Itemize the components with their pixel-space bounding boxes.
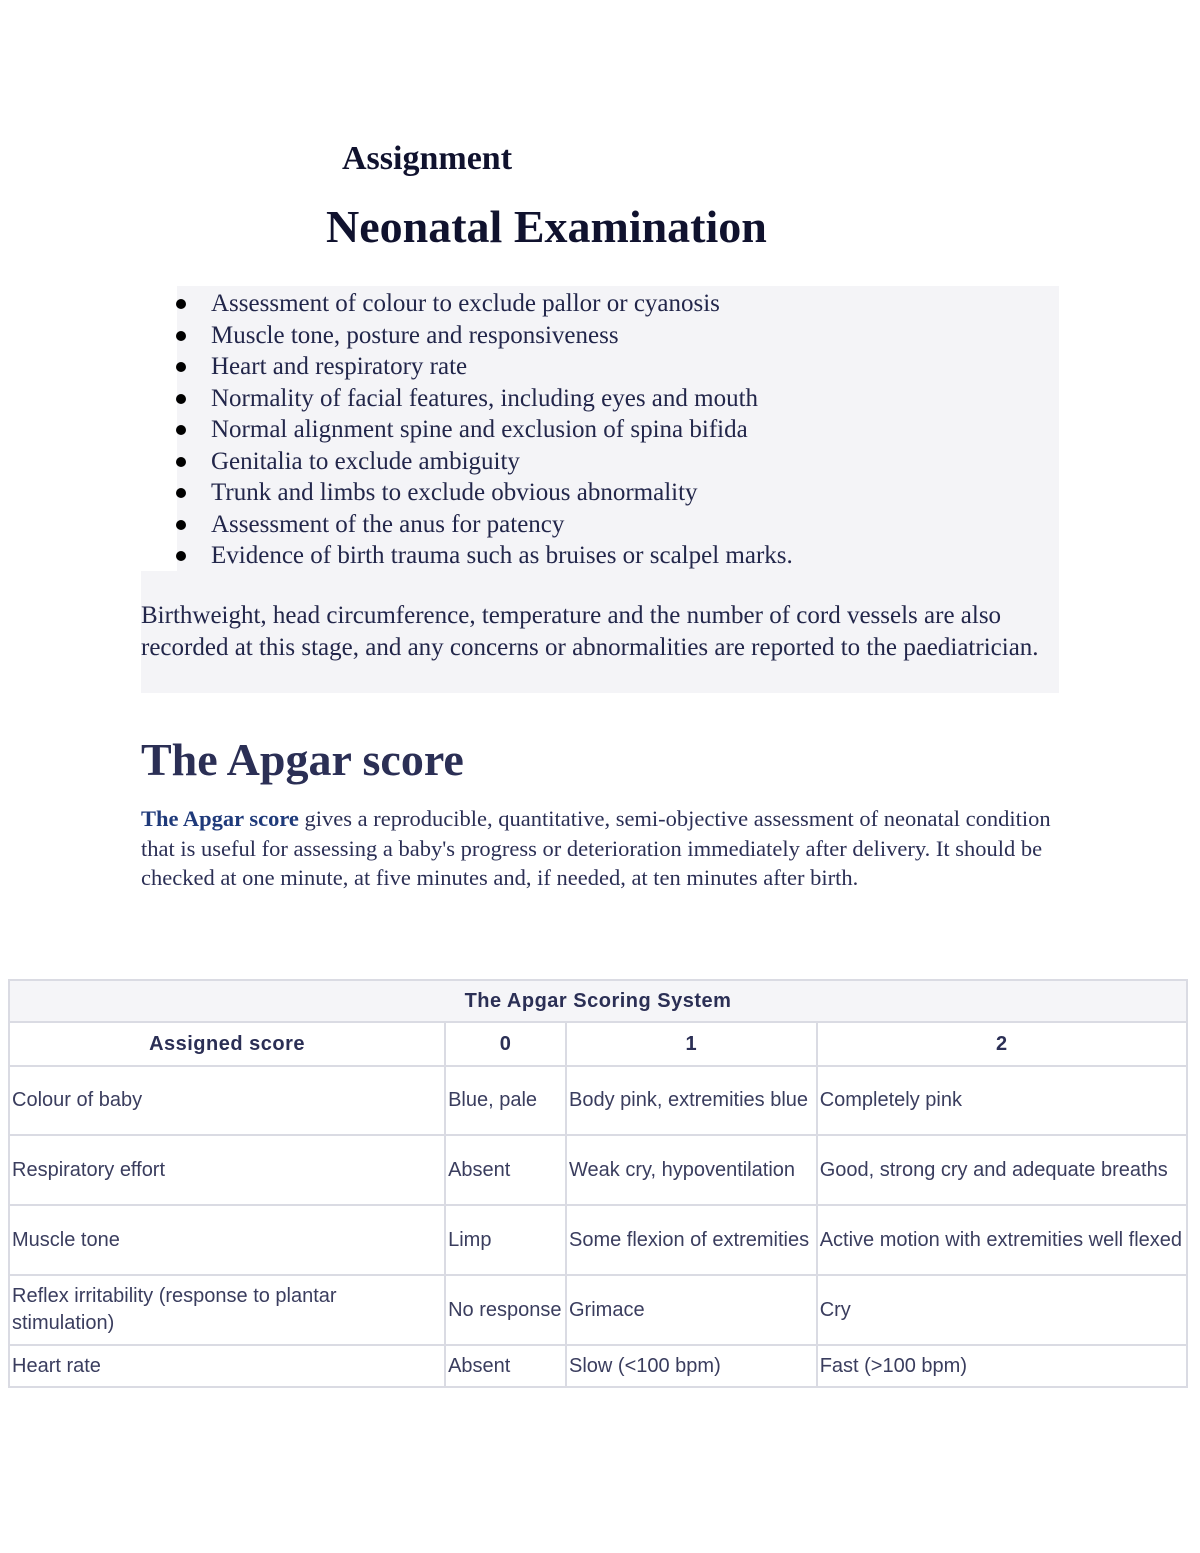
- table-cell: No response: [445, 1275, 566, 1345]
- list-item: Heart and respiratory rate: [176, 351, 1056, 383]
- bullet-icon: [176, 394, 186, 404]
- table-cell: Blue, pale: [445, 1066, 566, 1135]
- assignment-label: Assignment: [342, 140, 513, 177]
- table-row: [9, 1345, 1187, 1387]
- apgar-intro-text: gives a reproducible, quantitative, semi-objective assessment of neonatal condition that is useful for assessing a baby's progress or deterioration immediately after delivery. It should be checked at one minute, at five minutes and, if needed, at ten minutes after birth.: [141, 806, 1051, 890]
- list-item: Normal alignment spine and exclusion of spina bifida: [176, 414, 1056, 446]
- table-cell: Active motion with extremities well flexed: [817, 1205, 1187, 1275]
- bullet-icon: [176, 362, 186, 372]
- bullet-icon: [176, 299, 186, 309]
- table-caption-row: [9, 980, 1187, 1022]
- bullet-icon: [176, 551, 186, 561]
- page-title: Neonatal Examination: [326, 201, 767, 252]
- table-cell: Absent: [445, 1135, 566, 1205]
- table-cell: Good, strong cry and adequate breaths: [817, 1135, 1187, 1205]
- table-cell: Reflex irritability (response to plantar stimulation): [9, 1275, 445, 1345]
- table-cell: Body pink, extremities blue: [566, 1066, 817, 1135]
- examination-checklist: [176, 288, 1056, 572]
- column-header: 0: [445, 1022, 566, 1066]
- apgar-intro-paragraph: [141, 804, 1051, 893]
- table-cell: Colour of baby: [9, 1066, 445, 1135]
- bullet-icon: [176, 425, 186, 435]
- table-cell: Heart rate: [9, 1345, 445, 1387]
- column-header: Assigned score: [9, 1022, 445, 1066]
- table-caption: The Apgar Scoring System: [9, 980, 1187, 1022]
- table-row: [9, 1275, 1187, 1345]
- table-cell: Fast (>100 bpm): [817, 1345, 1187, 1387]
- table-header-row: [9, 1022, 1187, 1066]
- list-item: Muscle tone, posture and responsiveness: [176, 320, 1056, 352]
- list-item: Genitalia to exclude ambiguity: [176, 446, 1056, 478]
- bullet-icon: [176, 520, 186, 530]
- table-cell: Grimace: [566, 1275, 817, 1345]
- bullet-icon: [176, 488, 186, 498]
- apgar-intro-lead: The Apgar score: [141, 806, 299, 831]
- column-header: 2: [817, 1022, 1187, 1066]
- table-cell: Slow (<100 bpm): [566, 1345, 817, 1387]
- table-cell: Completely pink: [817, 1066, 1187, 1135]
- bullet-icon: [176, 331, 186, 341]
- table-cell: Cry: [817, 1275, 1187, 1345]
- table-row: [9, 1205, 1187, 1275]
- table-cell: Weak cry, hypoventilation: [566, 1135, 817, 1205]
- bullet-icon: [176, 457, 186, 467]
- table-cell: Muscle tone: [9, 1205, 445, 1275]
- apgar-heading: The Apgar score: [141, 734, 464, 785]
- table-cell: Some flexion of extremities: [566, 1205, 817, 1275]
- table-cell: Absent: [445, 1345, 566, 1387]
- list-item: Evidence of birth trauma such as bruises or scalpel marks.: [176, 540, 1056, 572]
- table-row: [9, 1066, 1187, 1135]
- column-header: 1: [566, 1022, 817, 1066]
- table-cell: Limp: [445, 1205, 566, 1275]
- summary-paragraph: Birthweight, head circumference, temperature and the number of cord vessels are also recorded at this stage, and any concerns or abnormalities are reported to the paediatrician.: [141, 602, 1039, 661]
- table-row: [9, 1135, 1187, 1205]
- list-item: Normality of facial features, including eyes and mouth: [176, 383, 1056, 415]
- table-cell: Respiratory effort: [9, 1135, 445, 1205]
- list-item: Assessment of colour to exclude pallor or cyanosis: [176, 288, 1056, 320]
- list-item: Trunk and limbs to exclude obvious abnormality: [176, 477, 1056, 509]
- apgar-scoring-table: [8, 979, 1188, 1388]
- list-item: Assessment of the anus for patency: [176, 509, 1056, 541]
